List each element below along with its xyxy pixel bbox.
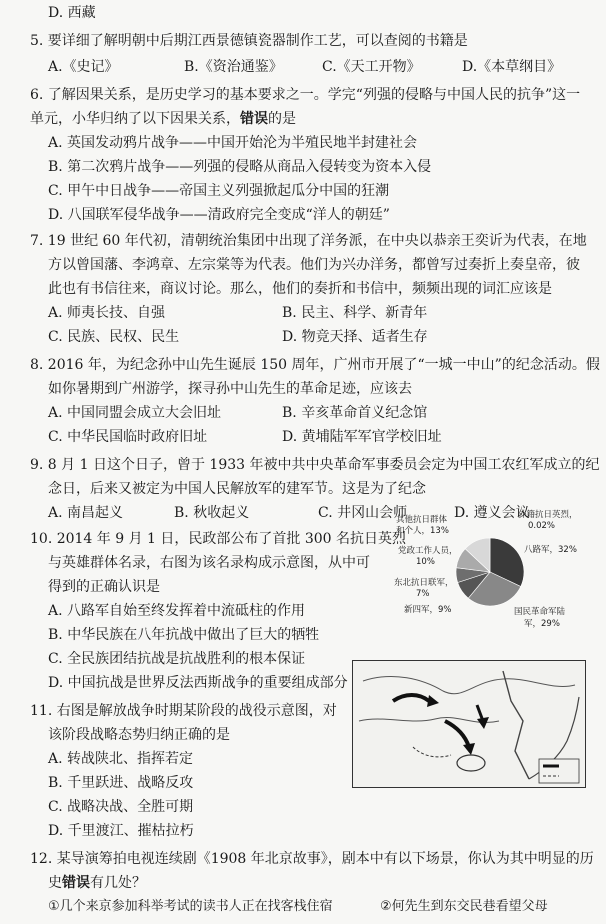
q5-option-d: D.《本草纲目》: [462, 59, 562, 75]
q6-stem-bold: 错误: [240, 111, 268, 127]
label-ne-1: 东北抗日联军，: [394, 578, 454, 588]
q9-option-b: B. 秋收起义: [174, 505, 250, 521]
q11-option-a: A. 转战陕北、指挥若定: [48, 751, 194, 767]
q12-stem-tail: 有几处？: [90, 875, 146, 891]
q9-option-c: C. 井冈山会师: [318, 505, 408, 521]
q5-option-b: B.《资治通鉴》: [184, 59, 283, 75]
q7-option-a: A. 师夷长技、自强: [48, 305, 166, 321]
q11-option-d: D. 千里渡江、摧枯拉朽: [48, 823, 194, 839]
q7-line2: 方以曾国藩、李鸿章、左宗棠等为代表。他们为兴办洋务，都曾写过奏折上奏皇帝，彼: [48, 257, 580, 273]
q9-option-d: D. 遵义会议: [454, 505, 530, 521]
q4-option-d: D. 西藏: [48, 5, 96, 21]
q12-stem-line2: [48, 874, 146, 892]
label-ne-2: 7%: [416, 589, 430, 599]
q10-option-c: C. 全民族团结抗战是抗战胜利的根本保证: [48, 651, 306, 667]
q7-option-d: D. 物竞天择、适者生存: [282, 329, 428, 345]
label-party-2: 10%: [416, 557, 435, 567]
q10-option-b: B. 中华民族在八年抗战中做出了巨大的牺牲: [48, 627, 320, 643]
q9-option-a: A. 南昌起义: [48, 505, 124, 521]
martyr-composition-pie-chart: [394, 508, 586, 636]
q10-line3: 得到的正确认识是: [48, 579, 160, 595]
q10-option-d: D. 中国抗战是世界反法西斯战争的重要组成部分: [48, 675, 348, 691]
q10-option-a: A. 八路军自始至终发挥着中流砥柱的作用: [48, 603, 306, 619]
q7-line3: 此也有书信往来，商议讨论。那么，他们的奏折和书信中，频频出现的词汇应该是: [48, 281, 552, 297]
q6-stem-text: 单元，小华归纳了以下因果关系，: [30, 111, 240, 127]
q6-option-b: B. 第二次鸦片战争——列强的侵略从商品入侵转变为资本入侵: [48, 159, 432, 175]
q10-line2: 与英雄群体名录，右图为该名录构成示意图，从中可: [48, 555, 370, 571]
q5-option-a: A.《史记》: [48, 59, 119, 75]
label-other-2: 和个人，13%: [396, 526, 449, 536]
label-gm-2: 军，29%: [524, 619, 560, 629]
q8-option-d: D. 黄埔陆军军官学校旧址: [282, 429, 442, 445]
q9-line2: 念日，后来又被定为中国人民解放军的建军节。这是为了纪念: [48, 481, 426, 497]
pie-svg: [394, 508, 586, 636]
q7-line1: 7. 19 世纪 60 年代初，清朝统治集团中出现了洋务派，在中央以恭亲王奕䜣为代表，在地: [30, 233, 587, 249]
q5-stem: 5. 要详细了解明朝中后期江西景德镇瓷器制作工艺，可以查阅的书籍是: [30, 33, 468, 49]
q11-option-c: C. 战略决战、全胜可期: [48, 799, 194, 815]
q11-option-b: B. 千里跃进、战略反攻: [48, 775, 194, 791]
label-other-1: 其他抗日群体: [396, 515, 448, 525]
q11-line2: 该阶段战略态势归纳正确的是: [48, 727, 230, 743]
label-balu: 八路军，32%: [524, 545, 577, 555]
q8-option-c: C. 中华民国临时政府旧址: [48, 429, 208, 445]
q5-option-c: C.《天工开物》: [322, 59, 421, 75]
q7-option-c: C. 民族、民权、民生: [48, 329, 180, 345]
q12-stem-text: 史: [48, 875, 62, 891]
label-foreign-2: 0.02%: [528, 521, 556, 531]
q6-option-a: A. 英国发动鸦片战争——中国开始沦为半殖民地半封建社会: [48, 135, 418, 151]
q12-item-1: ①几个来京参加科举考试的读书人正在找客栈住宿: [48, 899, 333, 914]
label-party-1: 党政工作人员，: [398, 546, 458, 556]
campaign-map-svg: [353, 661, 585, 787]
q6-option-c: C. 甲午中日战争——帝国主义列强掀起瓜分中国的狂潮: [48, 183, 390, 199]
q6-stem-tail: 的是: [268, 111, 296, 127]
q8-line1: 8. 2016 年，为纪念孙中山先生诞辰 150 周年，广州市开展了“一城一中山”的纪念活动。假: [30, 357, 600, 373]
q9-line1: 9. 8 月 1 日这个日子，曾于 1933 年被中共中央革命军事委员会定为中国工农红军成立的纪: [30, 457, 600, 473]
q10-line1: 10. 2014 年 9 月 1 日，民政部公布了首批 300 名抗日英烈: [30, 531, 407, 547]
q7-option-b: B. 民主、科学、新青年: [282, 305, 428, 321]
label-foreign-1: 外籍抗日英烈，: [518, 510, 578, 520]
q6-option-d: D. 八国联军侵华战争——清政府完全变成“洋人的朝廷”: [48, 207, 390, 223]
label-gm-1: 国民革命军陆: [514, 607, 566, 617]
q11-line1: 11. 右图是解放战争时期某阶段的战役示意图，对: [30, 703, 337, 719]
q8-line2: 如你暑期到广州游学，探寻孙中山先生的革命足迹，应该去: [48, 381, 412, 397]
q12-stem-line1: 12. 某导演筹拍电视连续剧《1908 年北京故事》，剧本中有以下场景，你认为其中明显的历: [30, 851, 594, 867]
campaign-map-figure: [352, 660, 586, 788]
label-n4: 新四军，9%: [404, 605, 452, 615]
q12-stem-bold: 错误: [62, 875, 90, 891]
q8-option-b: B. 辛亥革命首义纪念馆: [282, 405, 428, 421]
q8-option-a: A. 中国同盟会成立大会旧址: [48, 405, 222, 421]
q6-stem-line2: [30, 110, 296, 128]
q6-stem-line1: 6. 了解因果关系，是历史学习的基本要求之一。学完“列强的侵略与中国人民的抗争”这一: [30, 87, 581, 103]
q12-item-2: ②何先生到东交民巷看望父母: [380, 899, 548, 914]
